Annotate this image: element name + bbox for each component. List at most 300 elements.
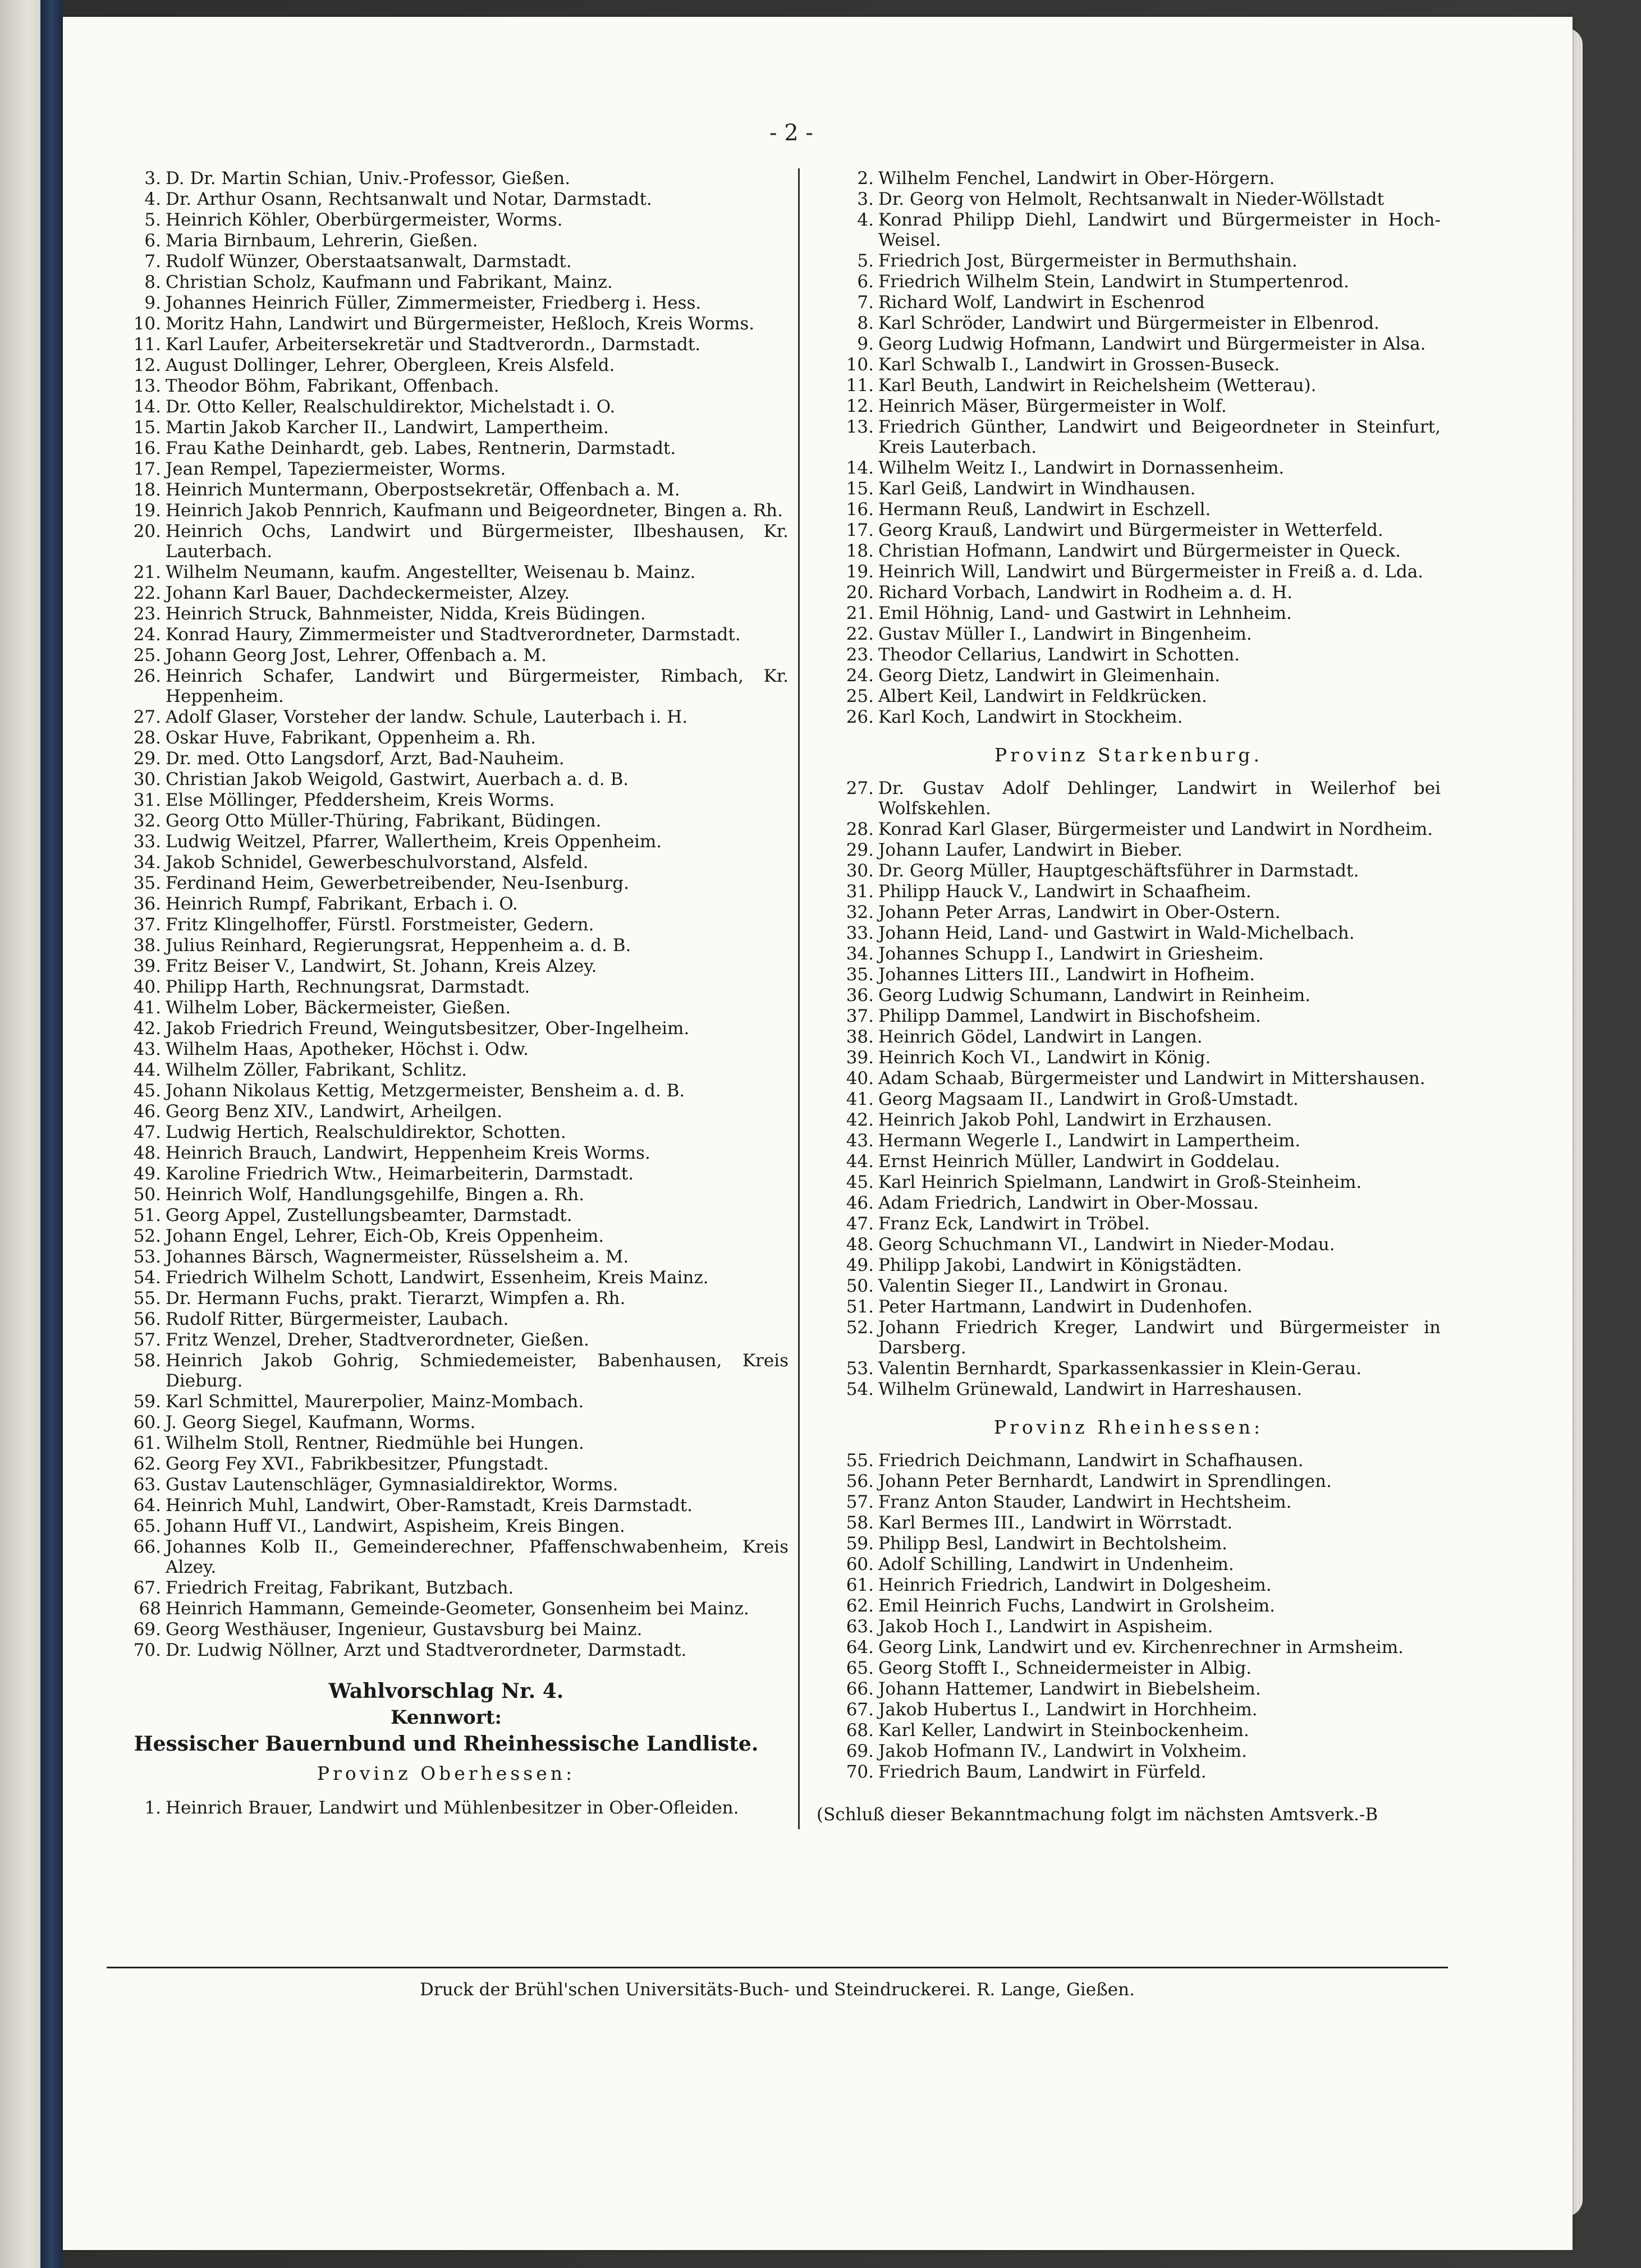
candidate-entry <box>817 902 1441 922</box>
entry-text: Heinrich Gödel, Landwirt in Langen. <box>878 1027 1203 1047</box>
candidate-entry <box>817 582 1441 603</box>
entry-number: 8. <box>144 272 161 292</box>
candidate-entry <box>817 1172 1441 1192</box>
entry-number: 15. <box>133 417 161 438</box>
candidate-entry <box>817 645 1441 665</box>
entry-number: 11. <box>133 334 161 355</box>
entry-number: 36. <box>133 894 161 914</box>
candidate-entry <box>817 292 1441 313</box>
entry-text: Dr. med. Otto Langsdorf, Arzt, Bad-Nauheim. <box>166 749 565 769</box>
candidate-entry <box>817 520 1441 540</box>
entry-text: Johann Hattemer, Landwirt in Biebelsheim. <box>878 1679 1261 1699</box>
entry-text: Dr. Georg Müller, Hauptgeschäftsführer in Darmstadt. <box>878 861 1359 881</box>
entry-text: Frau Kathe Deinhardt, geb. Labes, Rentnerin, Darmstadt. <box>166 438 676 458</box>
candidate-entry <box>104 1392 789 1412</box>
entry-text: Dr. Otto Keller, Realschuldirektor, Michelstadt i. O. <box>166 397 616 417</box>
entry-number: 46. <box>133 1101 161 1122</box>
candidate-entry <box>817 1068 1441 1089</box>
entry-number: 30. <box>846 861 874 881</box>
entry-text: Christian Hofmann, Landwirt und Bürgermeister in Queck. <box>878 541 1401 561</box>
candidate-entry <box>817 861 1441 881</box>
candidate-entry <box>817 1027 1441 1047</box>
candidate-entry <box>817 840 1441 860</box>
entry-text: Johann Engel, Lehrer, Eich-Ob, Kreis Oppenheim. <box>166 1226 604 1246</box>
entry-text: Heinrich Struck, Bahnmeister, Nidda, Kreis Büdingen. <box>166 604 646 624</box>
entry-number: 23. <box>846 645 874 665</box>
entry-number: 21. <box>846 603 874 623</box>
entry-text: Johann Friedrich Kreger, Landwirt und Bürgermeister in Darsberg. <box>878 1317 1441 1358</box>
candidate-entry <box>817 313 1441 333</box>
entry-text: Georg Westhäuser, Ingenieur, Gustavsburg bei Mainz. <box>166 1619 643 1640</box>
entry-number: 39. <box>133 956 161 976</box>
entry-number: 58. <box>133 1351 161 1371</box>
entry-number: 3. <box>144 168 161 189</box>
candidate-entry <box>817 541 1441 561</box>
entry-number: 28. <box>133 728 161 748</box>
entry-number: 43. <box>133 1039 161 1059</box>
candidate-entry <box>817 1234 1441 1255</box>
candidate-entry <box>104 998 789 1018</box>
entry-number: 48. <box>846 1234 874 1255</box>
entry-text: Wilhelm Weitz I., Landwirt in Dornassenheim. <box>878 458 1285 478</box>
entry-text: Jean Rempel, Tapeziermeister, Worms. <box>166 459 506 479</box>
entry-number: 64. <box>133 1495 161 1516</box>
entry-number: 68. <box>846 1720 874 1741</box>
entry-text: Wilhelm Haas, Apotheker, Höchst i. Odw. <box>166 1039 529 1059</box>
entry-text: Rudolf Ritter, Bürgermeister, Laubach. <box>166 1309 509 1329</box>
entry-text: Oskar Huve, Fabrikant, Oppenheim a. Rh. <box>166 728 536 748</box>
entry-number: 56. <box>846 1471 874 1491</box>
entry-number: 9. <box>144 293 161 313</box>
entry-text: Friedrich Jost, Bürgermeister in Bermuthshain. <box>878 251 1298 271</box>
candidate-entry <box>817 355 1441 375</box>
candidate-entry <box>817 1741 1441 1761</box>
entry-number: 67. <box>133 1578 161 1598</box>
entry-text: Karl Schwalb I., Landwirt in Grossen-Buseck. <box>878 355 1280 375</box>
candidate-entry <box>817 168 1441 189</box>
entry-number: 26. <box>133 666 161 686</box>
entry-number: 14. <box>846 458 874 478</box>
entry-number: 54. <box>846 1379 874 1399</box>
entry-text: Jakob Friedrich Freund, Weingutsbesitzer, Ober-Ingelheim. <box>166 1018 690 1039</box>
entry-text: Friedrich Deichmann, Landwirt in Schafhausen. <box>878 1450 1304 1471</box>
candidate-entry <box>104 956 789 976</box>
candidate-entry <box>104 645 789 665</box>
entry-text: Georg Stofft I., Schneidermeister in Albig. <box>878 1658 1252 1678</box>
entry-number: 25. <box>133 645 161 665</box>
candidate-entry <box>817 1358 1441 1379</box>
candidate-entry <box>817 1596 1441 1616</box>
entry-text: Heinrich Ochs, Landwirt und Bürgermeister, Ilbeshausen, Kr. Lauterbach. <box>166 521 789 562</box>
candidate-entry <box>104 501 789 521</box>
entry-text: Heinrich Köhler, Oberbürgermeister, Worms. <box>166 210 563 230</box>
entry-text: Albert Keil, Landwirt in Feldkrücken. <box>878 686 1207 706</box>
candidate-entry <box>104 1537 789 1577</box>
entry-number: 4. <box>144 189 161 209</box>
candidate-entry <box>817 965 1441 985</box>
candidate-entry <box>104 168 789 189</box>
entry-number: 11. <box>846 375 874 396</box>
candidate-entry <box>104 1798 789 1818</box>
entry-text: Jakob Schnidel, Gewerbeschulvorstand, Alsfeld. <box>166 852 589 873</box>
entry-text: Heinrich Schafer, Landwirt und Bürgermeister, Rimbach, Kr. Heppenheim. <box>166 666 789 706</box>
entry-number: 63. <box>133 1475 161 1495</box>
entry-text: Johann Huff VI., Landwirt, Aspisheim, Kreis Bingen. <box>166 1516 625 1536</box>
candidate-entry <box>817 624 1441 644</box>
candidate-entry <box>104 293 789 313</box>
entry-text: Adolf Glaser, Vorsteher der landw. Schule, Lauterbach i. H. <box>166 707 688 727</box>
entry-number: 53. <box>133 1247 161 1267</box>
candidate-entry <box>817 1151 1441 1172</box>
candidate-entry <box>104 1619 789 1640</box>
entry-number: 20. <box>846 582 874 603</box>
entry-text: Heinrich Muhl, Landwirt, Ober-Ramstadt, Kreis Darmstadt. <box>166 1495 693 1516</box>
entry-number: 15. <box>846 479 874 499</box>
entry-text: Friedrich Baum, Landwirt in Fürfeld. <box>878 1762 1207 1782</box>
entry-text: Philipp Hauck V., Landwirt in Schaafheim. <box>878 882 1252 902</box>
entry-text: D. Dr. Martin Schian, Univ.-Professor, Gießen. <box>166 168 571 189</box>
entry-text: Georg Fey XVI., Fabrikbesitzer, Pfungstadt. <box>166 1454 549 1474</box>
candidate-entry <box>104 521 789 562</box>
entry-number: 21. <box>133 562 161 582</box>
candidate-entry <box>817 778 1441 819</box>
entry-text: Fritz Wenzel, Dreher, Stadtverordneter, Gießen. <box>166 1330 589 1350</box>
entry-text: Franz Anton Stauder, Landwirt in Hechtsheim. <box>878 1492 1292 1512</box>
printer-imprint: Druck der Brühl'schen Universitäts-Buch- und Steindruckerei. R. Lange, Gießen. <box>420 1980 1135 2000</box>
entry-text: Adam Friedrich, Landwirt in Ober-Mossau. <box>878 1193 1259 1213</box>
candidate-entry <box>817 1471 1441 1491</box>
entry-number: 10. <box>846 355 874 375</box>
candidate-entry <box>817 1492 1441 1512</box>
candidate-entry <box>817 1214 1441 1234</box>
candidate-entry <box>104 1516 789 1536</box>
candidate-entry <box>104 314 789 334</box>
entry-text: Friedrich Günther, Landwirt und Beigeordneter in Steinfurt, Kreis Lauterbach. <box>878 417 1441 457</box>
entry-text: Gustav Lautenschläger, Gymnasialdirektor, Worms. <box>166 1475 618 1495</box>
entry-text: Friedrich Freitag, Fabrikant, Butzbach. <box>166 1578 514 1598</box>
entry-number: 60. <box>133 1412 161 1433</box>
entry-text: Dr. Hermann Fuchs, prakt. Tierarzt, Wimpfen a. Rh. <box>166 1288 626 1309</box>
candidate-entry <box>817 1317 1441 1358</box>
entry-text: Johann Nikolaus Kettig, Metzgermeister, Bensheim a. d. B. <box>166 1081 685 1101</box>
entry-number: 62. <box>133 1454 161 1474</box>
entry-text: Johannes Schupp I., Landwirt in Griesheim. <box>878 944 1264 964</box>
entry-number: 7. <box>857 292 874 313</box>
entry-number: 44. <box>133 1060 161 1080</box>
entry-number: 46. <box>846 1193 874 1213</box>
candidate-entry <box>104 480 789 500</box>
entry-number: 20. <box>133 521 161 541</box>
entry-number: 26. <box>846 707 874 727</box>
entry-number: 37. <box>846 1006 874 1026</box>
entry-text: Heinrich Will, Landwirt und Bürgermeister in Freiß a. d. Lda. <box>878 562 1424 582</box>
candidate-entry <box>817 417 1441 457</box>
entry-text: Heinrich Brauer, Landwirt und Mühlenbesitzer in Ober-Ofleiden. <box>166 1798 739 1818</box>
entry-text: Konrad Karl Glaser, Bürgermeister und Landwirt in Nordheim. <box>878 819 1433 839</box>
candidate-entry <box>104 935 789 956</box>
entry-number: 13. <box>133 376 161 396</box>
entry-text: Julius Reinhard, Regierungsrat, Heppenheim a. d. B. <box>166 935 631 956</box>
candidate-entry <box>817 1450 1441 1471</box>
entry-text: Christian Scholz, Kaufmann und Fabrikant, Mainz. <box>166 272 613 292</box>
entry-text: Martin Jakob Karcher II., Landwirt, Lampertheim. <box>166 417 609 438</box>
entry-number: 47. <box>133 1122 161 1142</box>
entry-number: 55. <box>133 1288 161 1309</box>
candidate-entry <box>104 562 789 582</box>
entry-text: Moritz Hahn, Landwirt und Bürgermeister, Heßloch, Kreis Worms. <box>166 314 755 334</box>
facing-page-edge <box>0 0 40 2268</box>
candidate-entry <box>104 625 789 645</box>
entry-number: 42. <box>133 1018 161 1039</box>
entry-text: Johann Georg Jost, Lehrer, Offenbach a. M. <box>166 645 547 665</box>
candidate-entry <box>817 1048 1441 1068</box>
entry-text: Philipp Besl, Landwirt in Bechtolsheim. <box>878 1534 1227 1554</box>
entry-text: Johannes Heinrich Füller, Zimmermeister, Friedberg i. Hess. <box>166 293 702 313</box>
entry-text: Karoline Friedrich Wtw., Heimarbeiterin, Darmstadt. <box>166 1164 634 1184</box>
entry-text: Wilhelm Stoll, Rentner, Riedmühle bei Hungen. <box>166 1433 584 1453</box>
entry-number: 57. <box>846 1492 874 1512</box>
entry-text: Georg Link, Landwirt und ev. Kirchenrechner in Armsheim. <box>878 1637 1404 1658</box>
candidate-entry <box>104 1351 789 1391</box>
entry-text: Jakob Hubertus I., Landwirt in Horchheim. <box>878 1700 1258 1720</box>
entry-text: Dr. Arthur Osann, Rechtsanwalt und Notar, Darmstadt. <box>166 189 652 209</box>
candidate-entry <box>817 1379 1441 1399</box>
entry-number: 51. <box>133 1205 161 1225</box>
entry-number: 24. <box>133 625 161 645</box>
candidate-entry <box>817 458 1441 478</box>
candidate-entry <box>817 479 1441 499</box>
entry-number: 19. <box>846 562 874 582</box>
entry-text: Georg Krauß, Landwirt und Bürgermeister in Wetterfeld. <box>878 520 1383 540</box>
entry-number: 12. <box>846 396 874 416</box>
entry-number: 67. <box>846 1700 874 1720</box>
entry-number: 6. <box>857 272 874 292</box>
entry-number: 37. <box>133 915 161 935</box>
entry-text: Valentin Bernhardt, Sparkassenkassier in Klein-Gerau. <box>878 1358 1362 1379</box>
entry-text: Heinrich Muntermann, Oberpostsekretär, Offenbach a. M. <box>166 480 680 500</box>
candidate-entry <box>104 707 789 727</box>
entry-number: 55. <box>846 1450 874 1471</box>
candidate-entry <box>817 1276 1441 1296</box>
candidate-list-oberhessen-start <box>104 1798 789 1818</box>
entry-text: Johann Peter Arras, Landwirt in Ober-Ostern. <box>878 902 1281 922</box>
candidate-entry <box>104 376 789 396</box>
candidate-entry <box>104 1599 789 1619</box>
entry-number: 35. <box>846 965 874 985</box>
entry-number: 62. <box>846 1596 874 1616</box>
candidate-entry <box>817 1554 1441 1574</box>
candidate-entry <box>817 707 1441 727</box>
entry-text: Georg Dietz, Landwirt in Gleimenhain. <box>878 665 1220 686</box>
candidate-entry <box>817 396 1441 416</box>
entry-number: 52. <box>846 1317 874 1338</box>
candidate-entry <box>817 1297 1441 1317</box>
right-column <box>817 168 1441 1825</box>
entry-number: 18. <box>133 480 161 500</box>
entry-text: Philipp Dammel, Landwirt in Bischofsheim. <box>878 1006 1261 1026</box>
candidate-entry <box>817 1762 1441 1782</box>
list-name: Hessischer Bauernbund und Rheinhessische Landliste. <box>134 1732 759 1756</box>
entry-text: Maria Birnbaum, Lehrerin, Gießen. <box>166 231 478 251</box>
candidate-entry <box>104 1018 789 1039</box>
entry-text: Valentin Sieger II., Landwirt in Gronau. <box>878 1276 1229 1296</box>
entry-number: 35. <box>133 873 161 893</box>
entry-number: 28. <box>846 819 874 839</box>
entry-number: 36. <box>846 985 874 1006</box>
candidate-entry <box>104 1495 789 1516</box>
candidate-entry <box>104 852 789 873</box>
entry-number: 13. <box>846 417 874 437</box>
entry-text: Jakob Hofmann IV., Landwirt in Volxheim. <box>878 1741 1247 1761</box>
entry-text: Georg Benz XIV., Landwirt, Arheilgen. <box>166 1101 503 1122</box>
entry-number: 49. <box>846 1255 874 1275</box>
candidate-entry <box>817 665 1441 686</box>
candidate-entry <box>817 1089 1441 1109</box>
candidate-entry <box>104 1640 789 1660</box>
candidate-entry <box>104 1247 789 1267</box>
entry-number: 19. <box>133 501 161 521</box>
entry-text: Johannes Bärsch, Wagnermeister, Rüsselsheim a. M. <box>166 1247 629 1267</box>
entry-number: 18. <box>846 541 874 561</box>
entry-number: 70. <box>846 1762 874 1782</box>
entry-text: Ernst Heinrich Müller, Landwirt in Goddelau. <box>878 1151 1280 1172</box>
entry-number: 60. <box>846 1554 874 1574</box>
candidate-entry <box>104 355 789 375</box>
entry-text: August Dollinger, Lehrer, Obergleen, Kreis Alsfeld. <box>166 355 615 375</box>
entry-number: 64. <box>846 1637 874 1658</box>
entry-text: Karl Schmittel, Maurerpolier, Mainz-Mombach. <box>166 1392 584 1412</box>
candidate-entry <box>104 417 789 438</box>
entry-number: 41. <box>133 998 161 1018</box>
entry-text: Karl Laufer, Arbeitersekretär und Stadtverordn., Darmstadt. <box>166 334 701 355</box>
entry-number: 43. <box>846 1131 874 1151</box>
entry-number: 52. <box>133 1226 161 1246</box>
entry-number: 8. <box>857 313 874 333</box>
entry-text: Hermann Reuß, Landwirt in Eschzell. <box>878 499 1211 520</box>
entry-number: 27. <box>846 778 874 798</box>
candidate-entry <box>104 1081 789 1101</box>
candidate-entry <box>104 189 789 209</box>
entry-text: Theodor Böhm, Fabrikant, Offenbach. <box>166 376 499 396</box>
candidate-entry <box>817 562 1441 582</box>
entry-number: 14. <box>133 397 161 417</box>
entry-number: 40. <box>846 1068 874 1089</box>
entry-number: 45. <box>133 1081 161 1101</box>
entry-number: 33. <box>133 832 161 852</box>
entry-number: 63. <box>846 1617 874 1637</box>
entry-text: Johannes Litters III., Landwirt in Hofheim. <box>878 965 1255 985</box>
entry-number: 66. <box>846 1679 874 1699</box>
candidate-list-oberhessen <box>817 168 1441 727</box>
kennwort-label: Kennwort: <box>391 1706 502 1729</box>
entry-number: 33. <box>846 923 874 943</box>
candidate-entry <box>104 251 789 272</box>
candidate-entry <box>104 1454 789 1474</box>
entry-number: 65. <box>133 1516 161 1536</box>
entry-number: 51. <box>846 1297 874 1317</box>
entry-text: Wilhelm Neumann, kaufm. Angestellter, Weisenau b. Mainz. <box>166 562 696 582</box>
candidate-entry <box>817 1720 1441 1741</box>
candidate-entry <box>104 728 789 748</box>
provinz-starkenburg-heading: Provinz Starkenburg. <box>994 744 1263 766</box>
candidate-entry <box>817 375 1441 396</box>
entry-number: 27. <box>133 707 161 727</box>
entry-text: Adolf Schilling, Landwirt in Undenheim. <box>878 1554 1234 1574</box>
candidate-entry <box>104 1143 789 1163</box>
entry-text: Gustav Müller I., Landwirt in Bingenheim. <box>878 624 1252 644</box>
entry-number: 59. <box>846 1534 874 1554</box>
candidate-entry <box>104 894 789 914</box>
entry-text: Karl Koch, Landwirt in Stockheim. <box>878 707 1183 727</box>
entry-number: 50. <box>846 1276 874 1296</box>
entry-number: 32. <box>133 811 161 831</box>
candidate-entry <box>817 1193 1441 1213</box>
candidate-entry <box>817 1255 1441 1275</box>
candidate-entry <box>817 1575 1441 1595</box>
entry-text: Dr. Gustav Adolf Dehlinger, Landwirt in Weilerhof bei Wolfskehlen. <box>878 778 1441 819</box>
candidate-entry <box>104 769 789 789</box>
book-binding <box>40 0 63 2268</box>
entry-text: Wilhelm Lober, Bäckermeister, Gießen. <box>166 998 511 1018</box>
entry-text: Hermann Wegerle I., Landwirt in Lampertheim. <box>878 1131 1301 1151</box>
entry-text: Georg Appel, Zustellungsbeamter, Darmstadt. <box>166 1205 572 1225</box>
entry-text: Dr. Ludwig Nöllner, Arzt und Stadtverordneter, Darmstadt. <box>166 1640 687 1660</box>
entry-number: 17. <box>133 459 161 479</box>
entry-text: Ludwig Weitzel, Pfarrer, Wallertheim, Kreis Oppenheim. <box>166 832 662 852</box>
entry-text: Dr. Georg von Helmolt, Rechtsanwalt in Nieder-Wöllstadt <box>878 189 1385 209</box>
candidate-entry <box>104 1412 789 1433</box>
entry-text: Karl Beuth, Landwirt in Reichelsheim (Wetterau). <box>878 375 1317 396</box>
candidate-entry <box>817 1534 1441 1554</box>
entry-text: Fritz Klingelhoffer, Fürstl. Forstmeister, Gedern. <box>166 915 594 935</box>
entry-text: Georg Schuchmann VI., Landwirt in Nieder-Modau. <box>878 1234 1335 1255</box>
entry-number: 31. <box>846 882 874 902</box>
provinz-rheinhessen-heading: Provinz Rheinhessen: <box>993 1416 1264 1438</box>
candidate-entry <box>104 1122 789 1142</box>
entry-text: Else Möllinger, Pfeddersheim, Kreis Worms. <box>166 790 555 810</box>
candidate-entry <box>817 944 1441 964</box>
entry-text: Emil Heinrich Fuchs, Landwirt in Grolsheim. <box>878 1596 1276 1616</box>
entry-text: Karl Bermes III., Landwirt in Wörrstadt. <box>878 1513 1233 1533</box>
entry-text: Philipp Jakobi, Landwirt in Königstädten. <box>878 1255 1243 1275</box>
entry-text: Wilhelm Zöller, Fabrikant, Schlitz. <box>166 1060 467 1080</box>
candidate-entry <box>817 189 1441 209</box>
entry-number: 59. <box>133 1392 161 1412</box>
candidate-entry <box>104 915 789 935</box>
column-divider <box>798 168 800 1829</box>
candidate-entry <box>817 603 1441 623</box>
entry-text: J. Georg Siegel, Kaufmann, Worms. <box>166 1412 476 1433</box>
candidate-entry <box>817 1637 1441 1658</box>
entry-number: 29. <box>846 840 874 860</box>
candidate-entry <box>104 604 789 624</box>
entry-text: Franz Eck, Landwirt in Tröbel. <box>878 1214 1150 1234</box>
provinz-oberhessen-heading: Provinz Oberhessen: <box>317 1762 576 1784</box>
entry-text: Fritz Beiser V., Landwirt, St. Johann, Kreis Alzey. <box>166 956 597 976</box>
candidate-entry <box>104 1184 789 1205</box>
entry-text: Richard Wolf, Landwirt in Eschenrod <box>878 292 1205 313</box>
entry-text: Ferdinand Heim, Gewerbetreibender, Neu-Isenburg. <box>166 873 629 893</box>
entry-text: Heinrich Koch VI., Landwirt in König. <box>878 1048 1211 1068</box>
entry-text: Georg Otto Müller-Thüring, Fabrikant, Büdingen. <box>166 811 602 831</box>
entry-text: Wilhelm Grünewald, Landwirt in Harreshausen. <box>878 1379 1303 1399</box>
entry-text: Peter Hartmann, Landwirt in Dudenhofen. <box>878 1297 1253 1317</box>
candidate-entry <box>104 1164 789 1184</box>
candidate-entry <box>104 583 789 603</box>
entry-number: 1. <box>144 1798 161 1818</box>
entry-number: 16. <box>133 438 161 458</box>
entry-number: 6. <box>144 231 161 251</box>
